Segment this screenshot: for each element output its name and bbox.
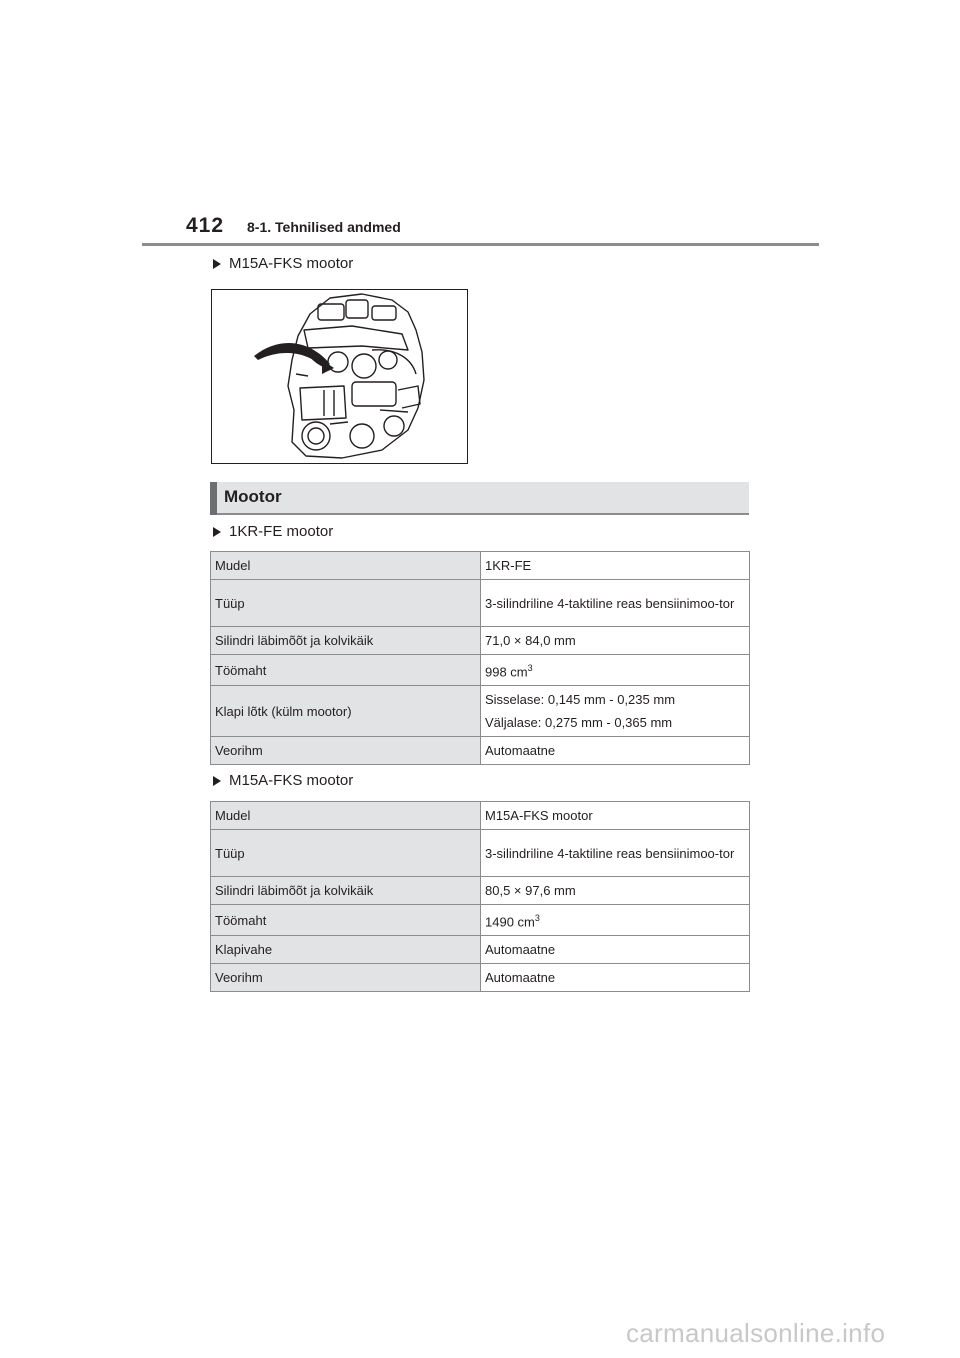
table-row xyxy=(211,655,750,686)
row-label: Mudel xyxy=(211,552,481,580)
table-row xyxy=(211,737,750,765)
row-value xyxy=(481,655,750,686)
chapter-title: 8-1. Tehnilised andmed xyxy=(247,219,401,235)
figure-caption-text: M15A-FKS mootor xyxy=(229,255,354,272)
engine-figure xyxy=(211,289,468,464)
row-value xyxy=(481,905,750,936)
table-row xyxy=(211,686,750,737)
table-row xyxy=(211,802,750,830)
section-header xyxy=(210,482,749,515)
table-row xyxy=(211,905,750,936)
row-value: 80,5 × 97,6 mm xyxy=(481,877,750,905)
row-label: Tüüp xyxy=(211,830,481,877)
row-value: Automaatne xyxy=(481,737,750,765)
row-value: 71,0 × 84,0 mm xyxy=(481,627,750,655)
displacement-value: 1490 cm xyxy=(485,914,535,930)
table2-caption-text: M15A-FKS mootor xyxy=(229,772,354,789)
engine-spec-table-1kr xyxy=(210,551,750,765)
superscript: 3 xyxy=(527,662,533,673)
table-row xyxy=(211,936,750,964)
table-row xyxy=(211,552,750,580)
table-row xyxy=(211,580,750,627)
table1-caption-text: 1KR-FE mootor xyxy=(229,523,334,540)
watermark: carmanualsonline.info xyxy=(626,1318,886,1348)
section-accent xyxy=(210,482,217,515)
table1-caption xyxy=(213,523,333,540)
triangle-bullet-icon xyxy=(213,259,221,269)
header-rule xyxy=(142,243,819,246)
table-row xyxy=(211,830,750,877)
displacement-value: 998 cm xyxy=(485,664,528,680)
table-row xyxy=(211,627,750,655)
row-label: Silindri läbimõõt ja kolvikäik xyxy=(211,627,481,655)
table-row xyxy=(211,964,750,992)
exhaust-clearance: Väljalase: 0,275 mm - 0,365 mm xyxy=(485,715,673,730)
triangle-bullet-icon xyxy=(213,527,221,537)
engine-illustration-icon xyxy=(212,290,467,463)
row-value: 3-silindriline 4-taktiline reas bensiinimoo-tor xyxy=(481,580,750,627)
table-row xyxy=(211,877,750,905)
row-value: Automaatne xyxy=(481,936,750,964)
row-value: Automaatne xyxy=(481,964,750,992)
row-value xyxy=(481,686,750,737)
row-label: Klapi lõtk (külm mootor) xyxy=(211,686,481,737)
row-label: Töömaht xyxy=(211,905,481,936)
table2-caption xyxy=(213,772,353,789)
row-value: M15A-FKS mootor xyxy=(481,802,750,830)
row-value: 3-silindriline 4-taktiline reas bensiinimoo-tor xyxy=(481,830,750,877)
row-label: Klapivahe xyxy=(211,936,481,964)
row-label: Silindri läbimõõt ja kolvikäik xyxy=(211,877,481,905)
row-value: 1KR-FE xyxy=(481,552,750,580)
row-label: Veorihm xyxy=(211,964,481,992)
triangle-bullet-icon xyxy=(213,776,221,786)
page-number: 412 xyxy=(186,214,225,237)
intake-clearance: Sisselase: 0,145 mm - 0,235 mm xyxy=(485,692,676,707)
section-title: Mootor xyxy=(224,487,282,506)
row-label: Veorihm xyxy=(211,737,481,765)
superscript: 3 xyxy=(534,912,540,923)
row-label: Mudel xyxy=(211,802,481,830)
figure-caption xyxy=(213,255,353,272)
row-label: Tüüp xyxy=(211,580,481,627)
engine-spec-table-m15a xyxy=(210,801,750,992)
row-label: Töömaht xyxy=(211,655,481,686)
